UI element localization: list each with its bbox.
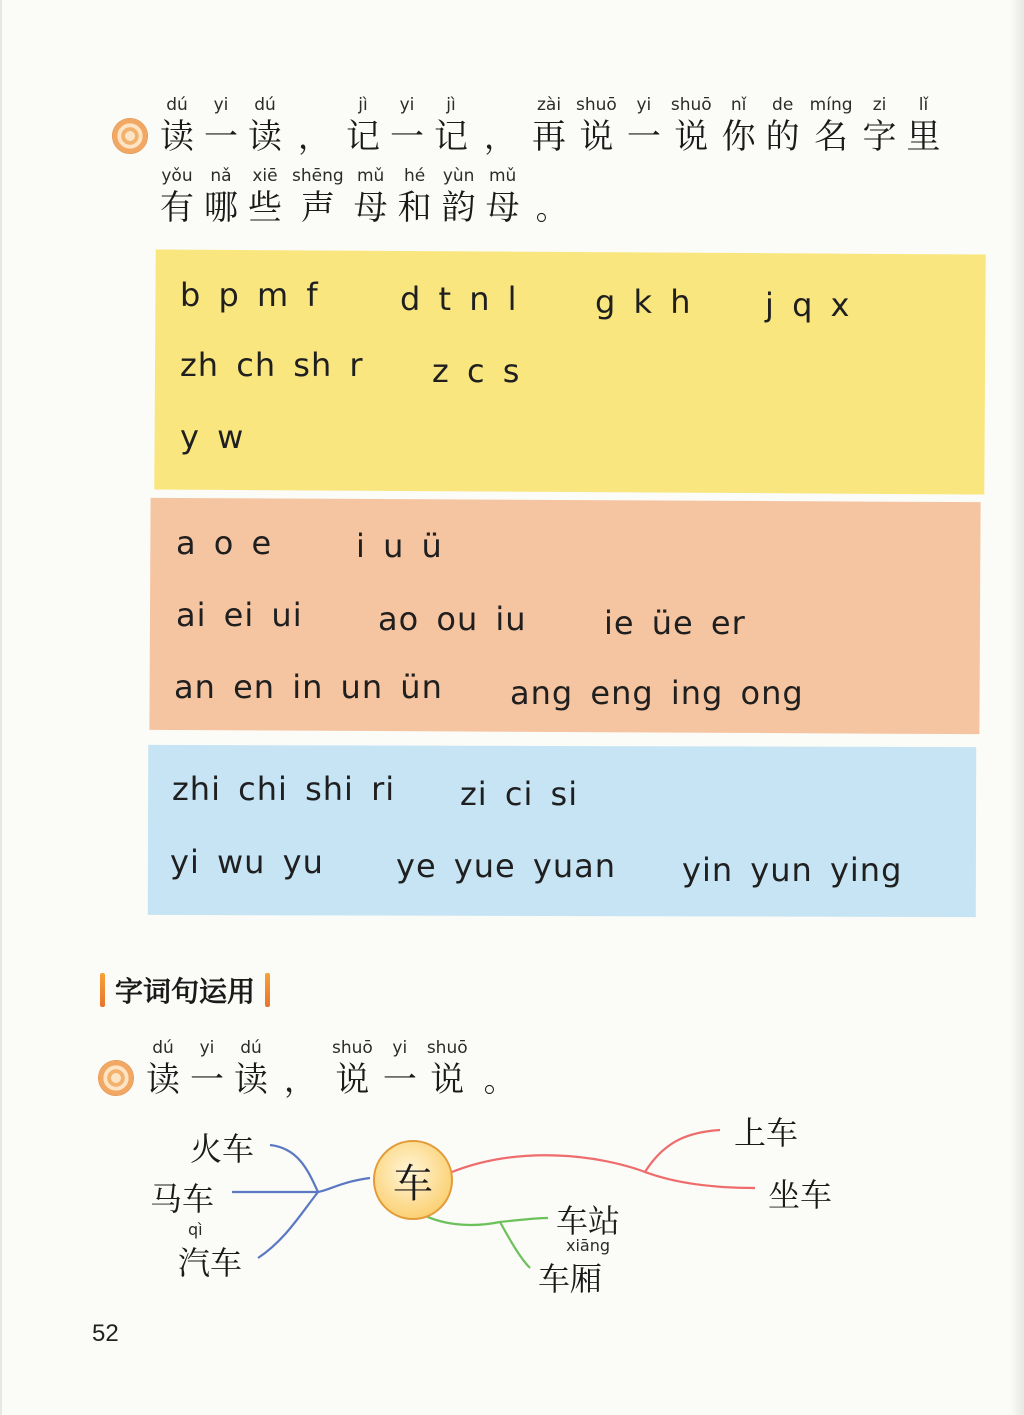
letter-group: i u ü [356,527,443,565]
ruby-char [160,93,194,157]
punctuation: 。 [535,189,568,227]
hanzi: 字 [862,117,897,157]
ruby-char [486,164,520,228]
mind-map-pinyin: qì [188,1220,203,1239]
ruby-char [434,93,468,157]
hanzi: 韵 [441,188,476,228]
letter-group: ao ou iu [378,600,527,638]
punctuation: 。 [483,1061,516,1099]
hanzi: 记 [434,117,469,157]
punctuation: ， [298,118,331,156]
ruby-char [354,164,388,228]
hanzi: 说 [674,117,709,157]
ruby-char [398,164,432,228]
mind-map-node: 马车 [150,1180,215,1218]
ruby-char [248,164,282,228]
punctuation: ， [484,118,517,156]
letter-group: z c s [432,352,521,390]
hanzi: 读 [234,1060,268,1100]
hanzi: 一 [626,117,661,157]
pinyin: zi [872,95,887,115]
ruby-char [427,1036,468,1100]
pinyin: shuō [332,1038,373,1058]
mind-map-node: 车站 [556,1202,621,1240]
pinyin: dú [152,1038,174,1058]
ruby-char [442,164,476,228]
hanzi: 读 [160,117,194,157]
hanzi: 的 [765,117,800,157]
ruby-char [346,93,380,157]
letter-group: y w [180,418,245,456]
ruby-char [332,1036,373,1100]
mind-map-node: 汽车 [178,1244,243,1282]
ruby-char [627,93,661,157]
section-bullet-icon [98,1060,134,1096]
ruby-char [576,93,617,157]
pinyin: míng [809,95,853,115]
mind-map-node: 车厢 [538,1260,603,1298]
letter-group: ai ei ui [176,596,303,634]
ruby-char [190,1036,224,1100]
section-bullet-icon [112,118,148,154]
pinyin: jì [358,95,368,115]
hanzi: 记 [346,117,381,157]
pinyin: nǎ [210,166,232,186]
pinyin: hé [404,166,426,186]
ruby-char [863,93,897,157]
pinyin: yi [399,95,415,115]
letter-group: d t n l [400,280,518,318]
hanzi: 说 [335,1060,370,1100]
hanzi: 名 [814,117,849,157]
heading-bar-right [265,973,270,1007]
section-heading [100,970,270,1010]
hanzi: 哪 [204,188,238,228]
pinyin: yùn [442,166,475,186]
letter-group: zhi chi shi ri [172,770,396,808]
ruby-char [146,1036,180,1100]
ruby-char [390,93,424,157]
letter-group: ie üe er [604,604,746,642]
branch-line [500,1222,530,1268]
letter-group: zi ci si [460,775,579,813]
hanzi: 一 [390,117,425,157]
ruby-char [532,93,566,157]
hanzi: 声 [300,188,335,228]
hanzi: 读 [248,117,282,157]
ruby-char [160,164,194,228]
pinyin: yǒu [161,166,193,186]
pinyin: de [772,95,794,115]
pinyin: xiē [252,166,278,186]
hanzi: 说 [430,1060,465,1100]
pinyin: lǐ [918,95,929,115]
letter-group: a o e [176,524,273,562]
ruby-char [810,93,853,157]
pinyin: mǔ [356,166,385,186]
pinyin: shuō [426,1038,468,1058]
pinyin: yi [199,1038,215,1058]
pinyin: dú [240,1038,262,1058]
exercise2-line [146,1036,532,1100]
letter-group: zh ch sh r [180,346,364,384]
branch-line [452,1130,720,1172]
hanzi: 说 [579,117,614,157]
ruby-char [766,93,800,157]
hanzi: 你 [721,117,756,157]
letter-group: yi wu yu [170,843,324,881]
ruby-char [907,93,941,157]
hanzi: 里 [906,117,941,157]
mind-map [0,1100,1024,1320]
hanzi: 母 [485,188,520,228]
exercise1-line1 [160,93,951,157]
pinyin: shuō [576,95,617,115]
ruby-char [383,1036,417,1100]
heading-bar-left [100,973,105,1007]
letter-group: g k h [595,283,692,321]
letter-group: j q x [765,286,851,324]
pinyin: yi [392,1038,408,1058]
pinyin: shēng [292,166,344,186]
mind-map-center [373,1140,453,1220]
pinyin: shuō [670,95,712,115]
hanzi: 一 [382,1060,417,1100]
ruby-char [204,93,238,157]
letter-group: an en in un ün [174,668,443,706]
ruby-char [204,164,238,228]
letter-group: ye yue yuan [396,847,616,885]
ruby-char [671,93,712,157]
ruby-char [248,93,282,157]
pinyin: dú [166,95,188,115]
pinyin: yi [213,95,229,115]
pinyin: mǔ [488,166,517,186]
hanzi: 有 [160,188,194,228]
letter-group: b p m f [180,276,319,314]
pinyin: zài [536,95,562,115]
ruby-char [722,93,756,157]
branch-line [645,1172,755,1188]
branch-line [258,1192,318,1258]
punctuation: ， [284,1061,317,1099]
mind-map-node: 上车 [734,1114,799,1152]
exercise1-line2 [160,164,584,228]
branch-line [270,1145,370,1192]
hanzi: 一 [190,1060,224,1100]
hanzi: 再 [532,117,567,157]
hanzi: 母 [353,188,388,228]
mind-map-node: 坐车 [768,1176,833,1214]
hanzi: 些 [248,188,282,228]
ruby-char [234,1036,268,1100]
page-number: 52 [92,1320,119,1347]
pinyin: yi [636,95,652,115]
branch-line [418,1212,548,1225]
mind-map-center-text: 车 [393,1160,433,1207]
letter-group: yin yun ying [682,851,903,889]
mind-map-pinyin: xiāng [566,1236,611,1255]
hanzi: 读 [146,1060,180,1100]
ruby-char [292,164,344,228]
pinyin: jì [446,95,456,115]
hanzi: 和 [397,188,432,228]
pinyin: nǐ [730,95,747,115]
pinyin: dú [254,95,276,115]
hanzi: 一 [204,117,238,157]
letter-group: ang eng ing ong [510,674,804,712]
section-heading-text: 字词句运用 [115,975,256,1008]
mind-map-node: 火车 [190,1130,255,1168]
